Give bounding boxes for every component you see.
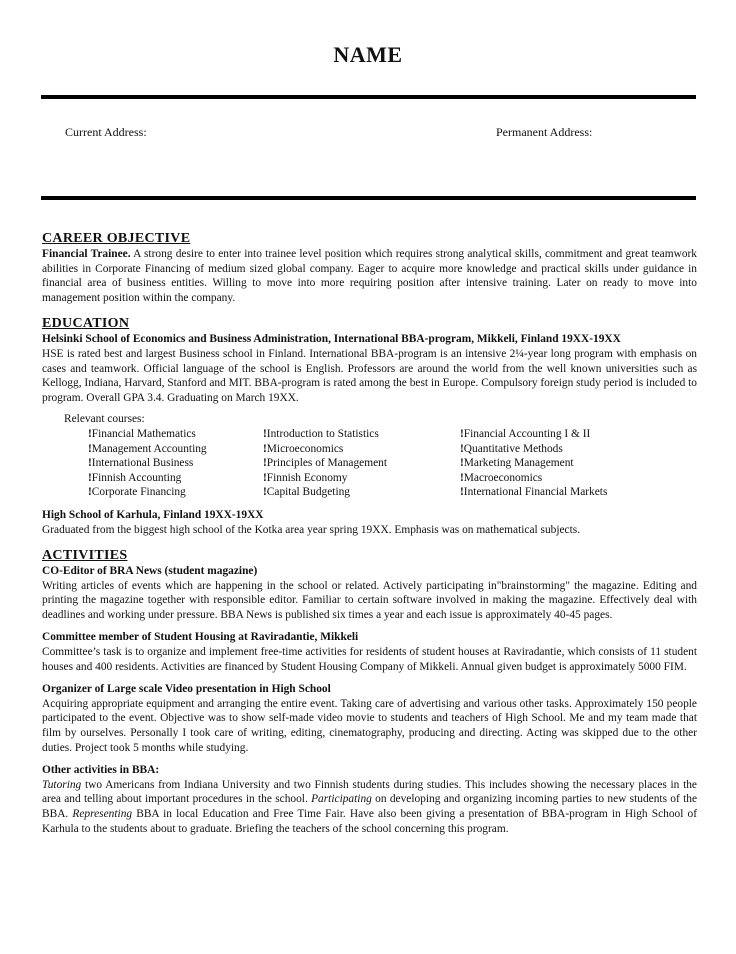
school2-description: Graduated from the biggest high school of the Kotka area year spring 19XX. Emphasis was on mathematical subjects. xyxy=(42,523,581,536)
career-description: A strong desire to enter into trainee level position which requires strong analytical skills, commitment and great teamwork abilities in Corporate Financing of medium sized global company. Eager to acquire more knowledge and practical skills under guidance in financial area of business entities. Willing to move into more requiring position after intensive training. Later on ready to move into management position within the company. xyxy=(42,248,697,304)
list-item: !Financial Mathematics xyxy=(88,427,196,440)
list-item: !Introduction to Statistics xyxy=(263,427,379,440)
list-item: !Financial Accounting I & II xyxy=(460,427,591,440)
activity1-title: CO-Editor of BRA News (student magazine) xyxy=(42,565,258,578)
activity3-description: Acquiring appropriate equipment and arranging the entire event. Taking care of advertising and various other tasks. Approximately 150 people participated to the event. Objective was to show self-made video movie to students and teachers of High School. Me and my team made that film by ourselves. Personally I took care of writing, editing, cinematography, producing and directing. Acting was skipped due to the other duties. Project took 5 months while studying. xyxy=(42,697,697,754)
list-item: !Marketing Management xyxy=(460,457,574,470)
list-item: !Microeconomics xyxy=(263,442,344,455)
list-item: !Quantitative Methods xyxy=(460,442,563,455)
education-heading: EDUCATION xyxy=(42,316,130,332)
list-item: !Macroeconomics xyxy=(460,471,543,484)
courses-column-2 xyxy=(263,427,460,500)
activity3-title: Organizer of Large scale Video presentation in High School xyxy=(42,683,331,696)
permanent-address-label: Permanent Address: xyxy=(496,125,593,139)
activity1-description: Writing articles of events which are happening in the school or related. Actively participating in"brainstorming" the magazine. Editing and printing the magazine together with responsible editor. Familiar to certain software involved in making the magazine. Effectively deal with deadlines and working under pressure. BBA News is published six times a year and each issue is approximately 40-45 pages. xyxy=(42,579,697,621)
list-item: !Management Accounting xyxy=(88,442,207,455)
activity4-description: Tutoring two Americans from Indiana University and two Finnish students during studies. This includes showing the necessary places in the area and telling about important procedures in the school. Participating on developing and organizing incoming parties to new students of the BBA. Representing BBA in local Education and Free Time Fair. Have also been giving a presentation of BBA-program in High School of Karhula to the students about to graduate. Briefing the teachers of the school concerning this program. xyxy=(42,778,697,835)
courses-column-3 xyxy=(460,427,660,500)
current-address-label: Current Address: xyxy=(65,125,147,139)
resume-body xyxy=(42,230,697,836)
activities-heading: ACTIVITIES xyxy=(42,548,128,564)
address-divider xyxy=(41,196,696,200)
list-item: !Capital Budgeting xyxy=(263,486,351,499)
list-item: !Finnish Economy xyxy=(263,471,348,484)
top-divider xyxy=(41,95,696,99)
school1-description: HSE is rated best and largest Business school in Finland. International BBA-program is an intensive 2¼-year long program with emphasis on cases and teamwork. Official language of the school is English. Professors are around the world from the well known universities such as Kellogg, Indiana, Harvard, Stanford and MIT. BBA-program is rated among the best in Europe. Compulsory foreign study period is included to program. Overall GPA 3.4. Graduating on March 19XX. xyxy=(42,347,697,404)
list-item: !Principles of Management xyxy=(263,457,387,470)
career-objective-text xyxy=(42,247,697,305)
relevant-courses-label: Relevant courses: xyxy=(64,413,145,426)
activity4-title: Other activities in BBA: xyxy=(42,764,160,777)
resume-name: NAME xyxy=(333,42,403,67)
school2-title: High School of Karhula, Finland 19XX-19XX xyxy=(42,508,264,521)
activity2-description: Committee’s task is to organize and implement free-time activities for residents of student houses at Raviradantie, which consists of 11 student houses and 400 residents. Activities are financed by Student Housing Company of Mikkeli. Annual given budget is approximately 5000 FIM. xyxy=(42,646,697,673)
list-item: !Corporate Financing xyxy=(88,486,186,499)
activity2-title: Committee member of Student Housing at Raviradantie, Mikkeli xyxy=(42,631,359,644)
list-item: !Finnish Accounting xyxy=(88,471,182,484)
list-item: !International Business xyxy=(88,457,194,470)
courses-list xyxy=(88,427,697,500)
career-title: Financial Trainee. xyxy=(42,248,131,260)
career-objective-heading: CAREER OBJECTIVE xyxy=(42,231,191,246)
school1-title: Helsinki School of Economics and Business Administration, International BBA-program, Mikkeli, Finland 19XX-19XX xyxy=(42,333,621,346)
courses-column-1 xyxy=(88,427,263,500)
list-item: !International Financial Markets xyxy=(460,486,608,499)
